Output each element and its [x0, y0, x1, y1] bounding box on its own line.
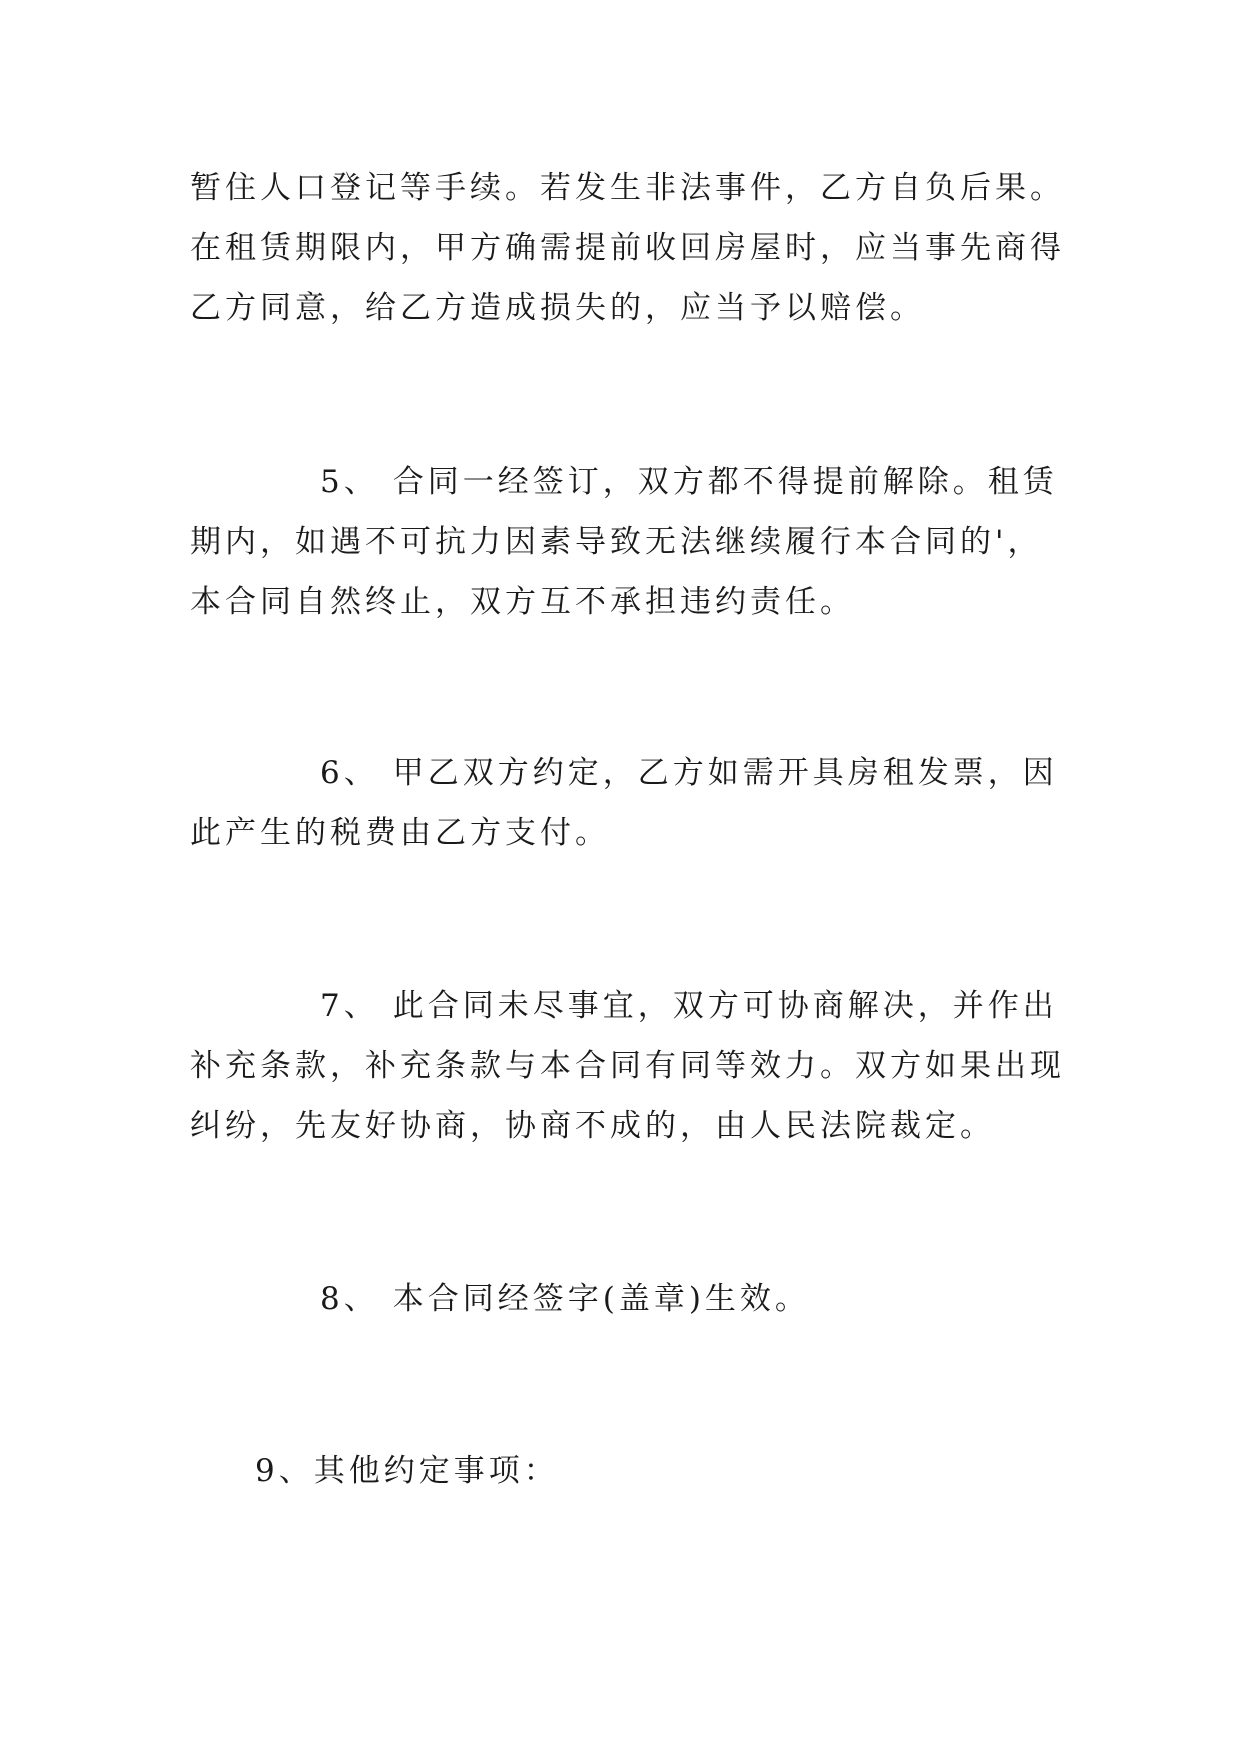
- clause-9: [190, 1441, 1070, 1501]
- clause-text: 合同一经签订，双方都不得提前解除。租赁期内，如遇不可抗力因素导致无法继续履行本合同的'，本合同自然终止，双方互不承担违约责任。: [190, 464, 1058, 620]
- clause-7: [190, 976, 1070, 1156]
- clause-number: 7、: [320, 988, 379, 1024]
- clause-number: 6、: [320, 755, 379, 791]
- clause-text: 此合同未尽事宜，双方可协商解决，并作出补充条款，补充条款与本合同有同等效力。双方如果出现纠纷，先友好协商，协商不成的，由人民法院裁定。: [190, 988, 1065, 1144]
- clause-text: 其他约定事项：: [313, 1453, 559, 1489]
- clause-number: 5、: [320, 464, 379, 500]
- clause-text: 甲乙双方约定，乙方如需开具房租发票，因此产生的税费由乙方支付。: [190, 755, 1058, 851]
- clause-8: [190, 1269, 1070, 1329]
- paragraph-continuation: [190, 158, 1070, 338]
- clause-number: 8、: [320, 1281, 379, 1317]
- clause-text: 本合同经签字(盖章)生效。: [392, 1281, 810, 1317]
- clause-5: [190, 452, 1070, 632]
- clause-number: 9、: [255, 1453, 314, 1489]
- paragraph-text: 暂住人口登记等手续。若发生非法事件，乙方自负后果。在租赁期限内，甲方确需提前收回房屋时，应当事先商得乙方同意，给乙方造成损失的，应当予以赔偿。: [190, 170, 1065, 326]
- clause-6: [190, 743, 1070, 863]
